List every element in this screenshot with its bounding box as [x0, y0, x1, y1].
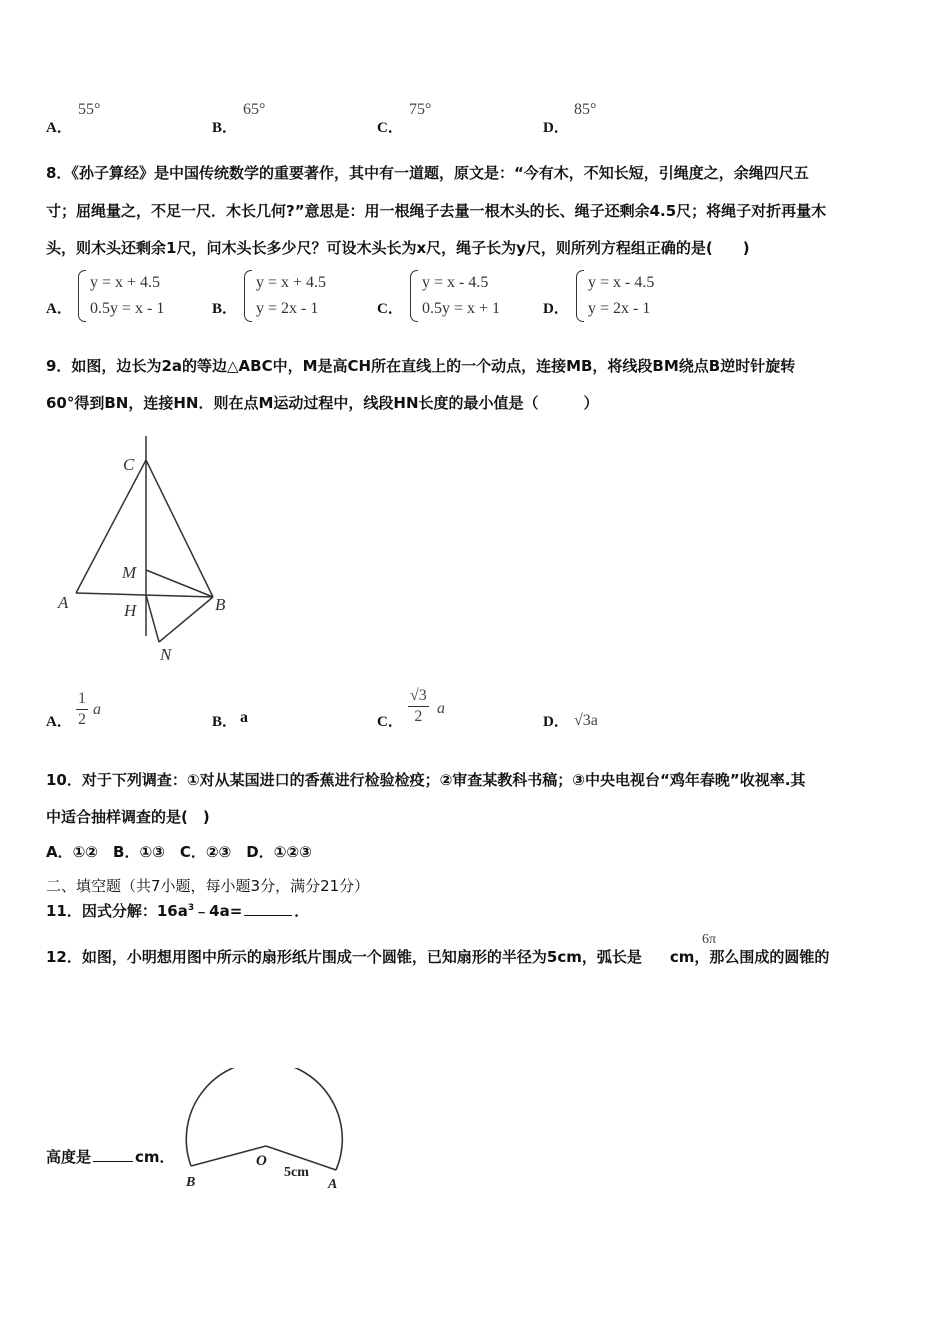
q7-option-a-label: A． [46, 120, 72, 136]
brace-icon [576, 270, 584, 322]
q9-option-a-fraction [76, 689, 88, 730]
q11-end: ． [294, 902, 310, 920]
q12-line-1 [46, 946, 829, 967]
brace-icon [244, 270, 252, 322]
question-11 [46, 900, 309, 921]
q8-option-b-system [244, 270, 326, 322]
q8-option-a-label: A． [46, 301, 72, 317]
q12-line2-suffix: cm． [135, 1148, 175, 1166]
q9-option-a-var: a [93, 701, 101, 718]
q12-answer-blank[interactable] [93, 1161, 133, 1162]
brace-icon [410, 270, 418, 322]
point-m-label: M [122, 563, 137, 582]
q8-option-d-eq2: y = 2x - 1 [588, 300, 651, 317]
q7-option-b-label: B． [212, 120, 238, 136]
q9-option-b-value: a [240, 709, 248, 726]
q8-option-b-eq1: y = x + 4.5 [256, 274, 327, 291]
q9-line-1: 9．如图，边长为2a的等边△ABC中，M是高CH所在直线上的一个动点，连接MB，将线段BM绕点B逆时针旋转 [46, 357, 796, 375]
side-ab [76, 593, 213, 597]
q10-line-1: 10．对于下列调查：①对从某国进口的香蕉进行检验检疫；②审查某教科书稿；③中央电视台“鸡年春晚”收视率.其 [46, 771, 806, 789]
q8-option-d-label: D． [543, 301, 569, 317]
q11-answer-blank[interactable] [244, 915, 292, 916]
q7-option-c-label: C． [377, 120, 403, 136]
point-a-label: A [58, 593, 69, 612]
q9-option-b-label: B． [212, 714, 238, 730]
q9-option-a-label: A． [46, 714, 72, 730]
q8-line-2: 寸；屈绳量之，不足一尺．木长几何?”意思是：用一根绳子去量一根木头的长、绳子还剩余4.5尺；将绳子对折再量木 [46, 202, 827, 220]
q9-line-2: 60°得到BN，连接HN．则在点M运动过程中，线段HN长度的最小值是（ ） [46, 394, 599, 412]
q8-option-c-eq2: 0.5y = x + 1 [422, 300, 501, 317]
q12-line-2 [46, 1146, 175, 1167]
q8-option-a-eq1: y = x + 4.5 [90, 274, 161, 291]
point-b-label: B [215, 595, 226, 614]
q11-prefix: 11．因式分解：16a [46, 902, 188, 920]
segment-hn [146, 595, 159, 642]
radius-ob [191, 1146, 266, 1166]
q12-arc-length: 6π [702, 932, 717, 947]
fraction-denominator: 2 [78, 711, 86, 728]
point-o-label: O [256, 1153, 267, 1169]
q7-option-b-value: 65° [243, 101, 266, 118]
radius-label: 5cm [284, 1165, 309, 1180]
q12-prefix: 12．如图，小明想用图中所示的扇形纸片围成一个圆锥，已知扇形的半径为5cm，弧长是 [46, 948, 642, 966]
q11-exponent: 3 [187, 903, 195, 913]
segment-mb [146, 570, 213, 597]
q11-suffix: ﹣4a= [194, 902, 243, 920]
q7-option-c-value: 75° [409, 101, 432, 118]
q8-option-a-eq2: 0.5y = x - 1 [90, 300, 165, 317]
q8-option-d-eq1: y = x - 4.5 [588, 274, 655, 291]
point-c-label: C [123, 455, 135, 474]
q9-option-d-value: √3a [574, 712, 598, 729]
q7-option-d-label: D． [543, 120, 569, 136]
q10-line-2: 中适合抽样调查的是( ) [46, 808, 210, 826]
q9-option-d-label: D． [543, 714, 569, 730]
section-2-title: 二、填空题（共7小题，每小题3分，满分21分） [46, 877, 370, 895]
point-h-label: H [124, 601, 137, 620]
q9-option-c-fraction [408, 686, 429, 727]
q12-line2-prefix: 高度是 [46, 1148, 92, 1166]
q7-option-a-value: 55° [78, 101, 101, 118]
q8-line-3: 头，则木头还剩余1尺，问木头长多少尺？可设木头长为x尺，绳子长为y尺，则所列方程组正确的是( ) [46, 239, 750, 257]
q7-option-d-value: 85° [574, 101, 597, 118]
q8-option-d-system [576, 270, 654, 322]
point-n-label: N [160, 645, 172, 664]
q9-triangle-figure [50, 430, 250, 670]
q8-option-c-eq1: y = x - 4.5 [422, 274, 489, 291]
q8-option-c-system [410, 270, 500, 322]
q8-option-b-eq2: y = 2x - 1 [256, 300, 319, 317]
point-a-label: A [328, 1177, 338, 1192]
segment-bn [159, 597, 213, 642]
q8-line-1: 8．《孙子算经》是中国传统数学的重要著作，其中有一道题，原文是：“今有木，不知长短，引绳度之，余绳四尺五 [46, 164, 809, 182]
q8-option-c-label: C． [377, 301, 403, 317]
fraction-numerator: 1 [76, 689, 88, 710]
point-b-label: B [186, 1175, 196, 1190]
q8-option-b-label: B． [212, 301, 238, 317]
q12-suffix: cm，那么围成的圆锥的 [669, 948, 830, 966]
side-cb [146, 460, 213, 597]
fraction-denominator: 2 [414, 708, 423, 725]
q9-option-c-var: a [437, 700, 445, 717]
q9-option-c-label: C． [377, 714, 403, 730]
brace-icon [78, 270, 86, 322]
q10-options: A．①② B．①③ C．②③ D．①②③ [46, 843, 312, 861]
q8-option-a-system [78, 270, 164, 322]
fraction-numerator: √3 [408, 686, 429, 707]
q12-sector-figure [180, 1068, 360, 1196]
